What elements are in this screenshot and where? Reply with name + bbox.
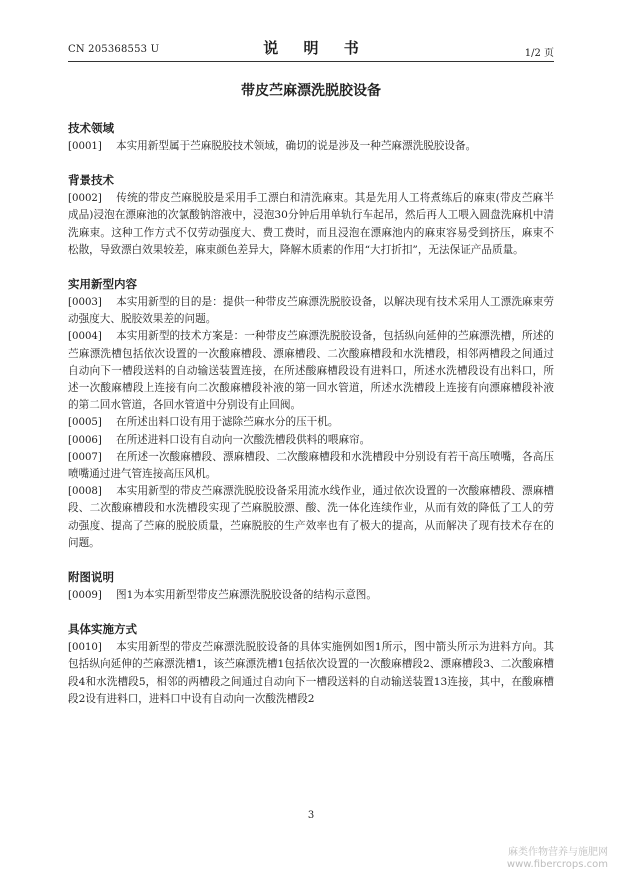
paragraph [68, 414, 554, 431]
paragraph-number: [0010] [68, 642, 102, 654]
paragraph-text: 本实用新型的目的是：提供一种带皮苎麻漂洗脱胶设备，以解决现有技术采用人工漂洗麻束劳动强度大、脱胶效果差的问题。 [68, 296, 554, 326]
paragraph-text: 传统的带皮苎麻脱胶是采用手工漂白和清洗麻束。其是先用人工将煮练后的麻束(带皮苎麻半成品)浸泡在漂麻池的次氯酸钠溶液中，浸泡30分钟后用单轨行车起吊，然后再人工喂入圆盘洗麻机中清洗麻束。这种工作方式不仅劳动强度大、费工费时，而且浸泡在漂麻池内的麻束容易受到挤压，麻束不松散，导致漂白效果较差，麻束颜色差异大，降解木质素的作用“大打折扣”，无法保证产品质量。 [68, 192, 554, 256]
paragraph-number: [0004] [68, 331, 102, 343]
paragraph-text: 本实用新型属于苎麻脱胶技术领域，确切的说是涉及一种苎麻漂洗脱胶设备。 [116, 140, 477, 152]
section-heading: 附图说明 [68, 570, 114, 585]
document-number: CN 205368553 U [68, 44, 160, 55]
paragraph-text: 本实用新型的带皮苎麻漂洗脱胶设备的具体实施例如图1所示，图中箭头所示为进料方向。其包括纵向延伸的苎麻漂洗槽1，该苎麻漂洗槽1包括依次设置的一次酸麻槽段2、漂麻槽段3、二次酸麻槽段4和水洗槽段5，相邻的两槽段之间通过自动向下一槽段送料的自动输送装置13连接，其中，在酸麻槽段2设有进料口，进料口中设有自动向一次酸洗槽段2 [68, 641, 554, 705]
watermark-url: www.fibercrops.com [506, 859, 608, 870]
page-info: 1/2 页 [524, 48, 554, 59]
paragraph-number: [0003] [68, 297, 102, 309]
paragraph [68, 328, 554, 414]
paragraph [68, 449, 554, 483]
page-number: 3 [307, 810, 315, 821]
page-header [68, 36, 554, 60]
paragraph [68, 138, 554, 155]
paragraph [68, 639, 554, 708]
paragraph [68, 483, 554, 552]
section-heading: 实用新型内容 [68, 277, 137, 292]
paragraph-number: [0009] [68, 590, 102, 602]
document-body [68, 120, 554, 708]
paragraph-text: 在所述出料口设有用于滤除苎麻水分的压干机。 [116, 416, 339, 429]
paragraph-number: [0002] [68, 193, 102, 205]
paragraph-number: [0007] [68, 451, 102, 463]
paragraph [68, 587, 554, 604]
paragraph-number: [0006] [68, 434, 102, 446]
watermark-site-name: 麻类作物营养与施肥网 [508, 847, 608, 858]
document-title: 带皮苎麻漂洗脱胶设备 [241, 83, 381, 99]
paragraph-text: 本实用新型的带皮苎麻漂洗脱胶设备采用流水线作业，通过依次设置的一次酸麻槽段、漂麻槽段、二次酸麻槽段和水洗槽段实现了苎麻脱胶漂、酸、洗一体化连续作业，从而有效的降低了工人的劳动强度、提高了苎麻的脱胶质量，苎麻脱胶的生产效率也有了极大的提高，从而解决了现有技术存在的问题。 [68, 485, 554, 549]
paragraph-number: [0001] [68, 141, 102, 152]
paragraph [68, 432, 554, 449]
paragraph [68, 294, 554, 328]
paragraph-text: 图1为本实用新型带皮苎麻漂洗脱胶设备的结构示意图。 [116, 589, 377, 602]
watermark [507, 847, 608, 871]
section-heading: 背景技术 [68, 173, 114, 188]
paragraph-text: 本实用新型的技术方案是：一种带皮苎麻漂洗脱胶设备，包括纵向延伸的苎麻漂洗槽，所述的苎麻漂洗槽包括依次设置的一次酸麻槽段、漂麻槽段、二次酸麻槽段和水洗槽段，相邻两槽段之间通过自动向下一槽段送料的自动输送装置连接，在所述酸麻槽段设有进料口，所述水洗槽段设有出料口，所述一次酸麻槽段上连接有向二次酸麻槽段补液的第一回水管道，所述水洗槽段上连接有向漂麻槽段补液的第二回水管道，各回水管道中分别设有止回阀。 [68, 330, 554, 412]
paragraph-number: [0008] [68, 486, 102, 498]
paragraph-number: [0005] [68, 417, 102, 429]
paragraph [68, 190, 554, 259]
section-heading: 技术领域 [68, 121, 114, 135]
section-heading: 具体实施方式 [68, 622, 137, 637]
paragraph-text: 在所述进料口设有自动向一次酸洗槽段供料的喂麻帘。 [116, 433, 371, 446]
header-divider [68, 61, 554, 62]
document-type: 说 明 书 [263, 39, 369, 57]
paragraph-text: 在所述一次酸麻槽段、漂麻槽段、二次酸麻槽段和水洗槽段中分别设有若干高压喷嘴，各高压喷嘴通过进气管连接高压风机。 [68, 450, 554, 481]
